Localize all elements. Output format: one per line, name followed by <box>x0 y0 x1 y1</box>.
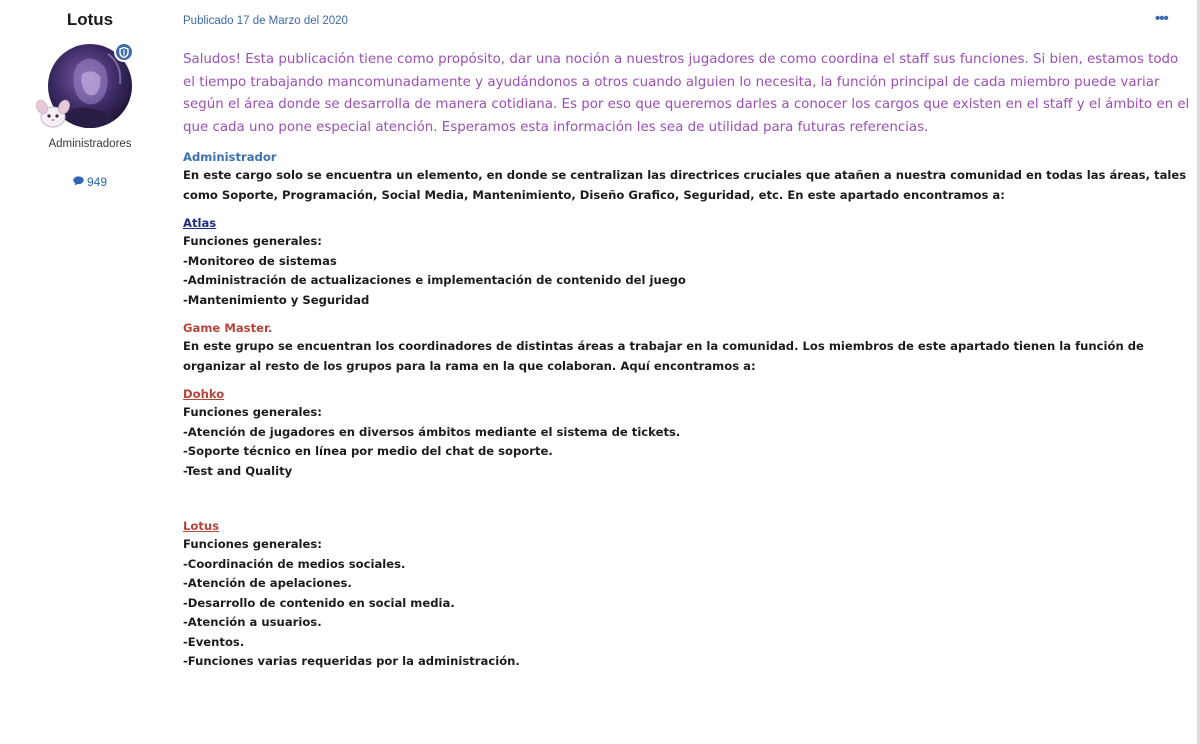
atlas-item: -Monitoreo de sistemas <box>183 253 337 268</box>
lotus-item: -Funciones varias requeridas por la administración. <box>183 654 520 668</box>
avatar-container[interactable] <box>48 44 132 128</box>
lotus-item: -Atención de apelaciones. <box>183 576 352 590</box>
atlas-link[interactable]: Atlas <box>183 216 217 230</box>
atlas-item: -Mantenimiento y Seguridad <box>183 292 370 307</box>
lotus-link[interactable]: Lotus <box>183 519 220 533</box>
post-count-value: 949 <box>86 175 108 189</box>
admin-heading: Administrador <box>183 150 277 164</box>
dohko-item: -Test and Quality <box>183 463 293 478</box>
post-date[interactable]: Publicado 17 de Marzo del 2020 <box>183 15 348 27</box>
shield-icon <box>114 42 134 62</box>
post-count[interactable] <box>0 175 180 189</box>
lotus-item: -Coordinación de medios sociales. <box>183 556 406 571</box>
atlas-item: -Administración de actualizaciones e implementación de contenido del juego <box>183 273 686 287</box>
gm-heading: Game Master. <box>183 321 273 335</box>
ellipsis-icon[interactable]: ••• <box>1155 10 1168 27</box>
dohko-functions-label: Funciones generales: <box>183 405 322 419</box>
author-group: Administradores <box>48 138 132 150</box>
lotus-item: -Atención a usuarios. <box>183 615 322 629</box>
lotus-item: -Eventos. <box>183 634 245 649</box>
lotus-functions-label: Funciones generales: <box>183 537 322 551</box>
lotus-item: -Desarrollo de contenido en social media. <box>183 595 455 610</box>
atlas-functions-label: Funciones generales: <box>183 234 322 248</box>
gm-description: En este grupo se encuentran los coordinadores de distintas áreas a trabajar en la comunidad. Los miembros de este apartado tienen la función de organizar al resto de los grupos para la rama en la que colaboran. Aquí encontramos a: <box>183 339 1144 373</box>
admin-description: En este cargo solo se encuentra un elemento, en donde se centralizan las directrices cruciales que atañen a nuestra comunidad en todas las áreas, tales como Soporte, Programación, Social Media, Mantenimiento, Diseño Grafico, Seguridad, etc. En este apartado encontramos a: <box>183 168 1187 202</box>
post-content <box>183 49 1191 672</box>
dohko-link[interactable]: Dohko <box>183 387 225 401</box>
intro-text: Saludos! Esta publicación tiene como propósito, dar una noción a nuestros jugadores de como coordina el staff sus funciones. Si bien, estamos todo el tiempo trabajando mancomunadamente y ayudándonos a otros cuando alguien lo necesita, la función principal de cada miembro puede variar según el área donde se desarrolla de manera cotidiana. Es por eso que queremos darles a conocer los cargos que existen en el staff y el ámbito en el que cada uno pone especial atención. Esperamos esta información les sea de utilidad para futuras referencias. <box>183 52 1190 135</box>
author-name[interactable]: Lotus <box>66 10 114 29</box>
speech-bubble-icon <box>73 175 84 189</box>
dohko-item: -Soporte técnico en línea por medio del chat de soporte. <box>183 444 553 458</box>
mascot-icon <box>36 98 70 128</box>
dohko-item: -Atención de jugadores en diversos ámbitos mediante el sistema de tickets. <box>183 424 681 439</box>
